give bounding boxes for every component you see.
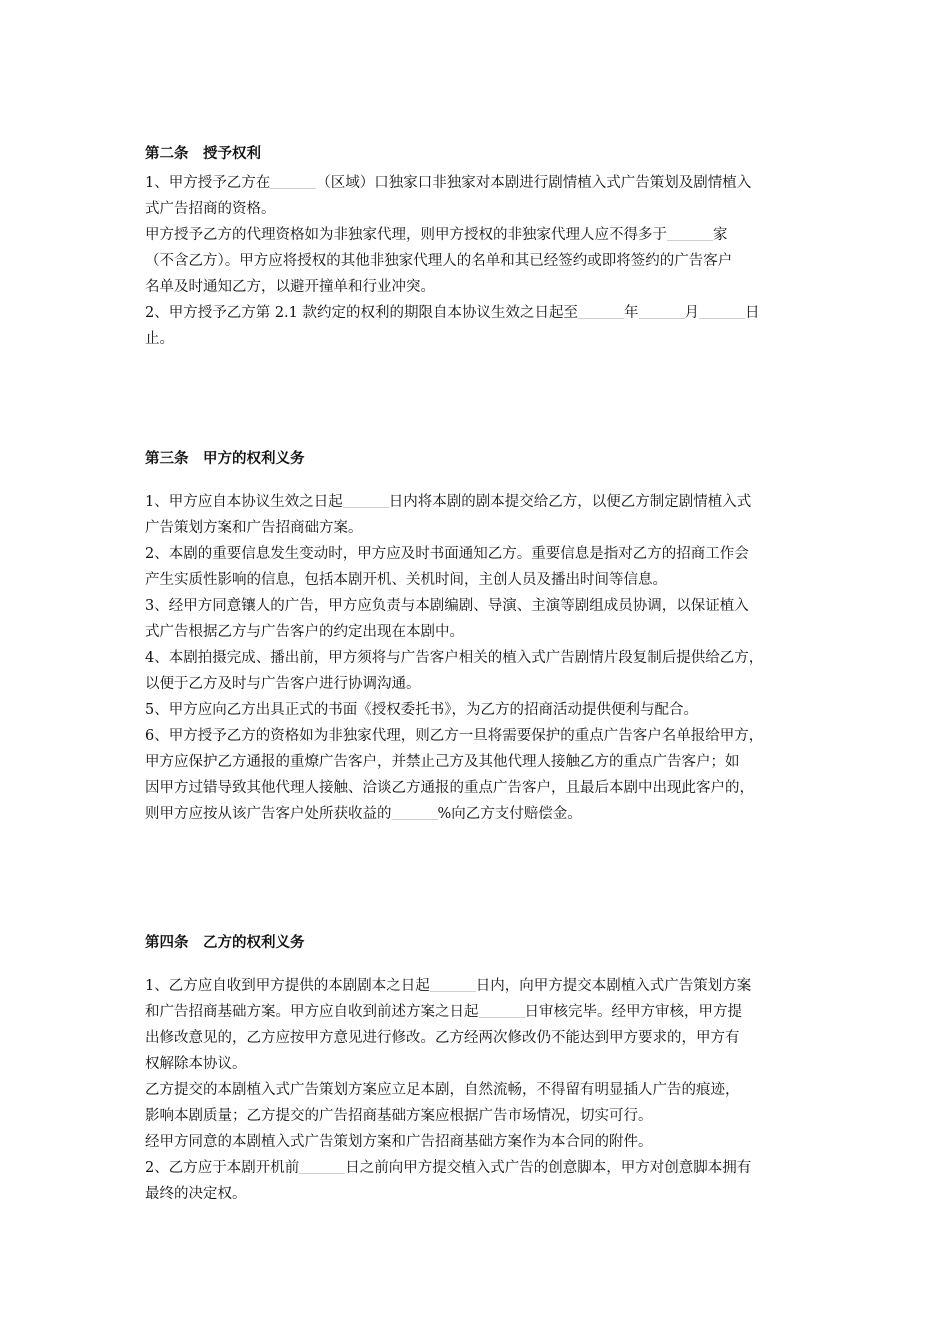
text-line [145, 619, 815, 645]
text-segment: 2、本剧的重要信息发生变动时，甲方应及时书面通知乙方。重要信息是指对乙方的招商工作会 [145, 546, 749, 562]
text-segment: 广告策划方案和广告招商础方案。 [145, 520, 363, 536]
section-3-party-a-rights-obligations [145, 449, 815, 827]
text-line [145, 775, 815, 801]
text-line [145, 1129, 815, 1155]
text-segment: 1、甲方应自本协议生效之日起 [145, 494, 343, 510]
text-line [145, 1103, 815, 1129]
text-segment: 2、甲方授予乙方第 2.1 款约定的权利的期限自本协议生效之日起至 [145, 305, 579, 321]
text-segment: 甲方应保护乙方通报的重燎广告客户，并禁止己方及其他代理人接触乙方的重点广告客户；如 [145, 754, 740, 770]
text-segment: 式广告招商的资格。 [145, 201, 276, 217]
text-line [145, 801, 815, 827]
section-4-party-b-rights-obligations [145, 933, 815, 1207]
text-segment: 产生实质性影响的信息，包括本剧开机、关机时间，主创人员及播出时间等信息。 [145, 572, 667, 588]
text-line [145, 1025, 815, 1051]
text-segment: 2、乙方应于本剧开机前 [145, 1160, 300, 1176]
text-segment: 止。 [145, 331, 174, 347]
text-segment: 日审核完毕。经甲方审核，甲方提 [524, 1004, 742, 1020]
text-line [145, 274, 815, 300]
text-segment: 因甲方过错导致其他代理人接触、洽谈乙方通报的重点广告客户，且最后本剧中出现此客户的， [145, 780, 754, 796]
text-segment: 6、甲方授予乙方的资格如为非独家代理，则乙方一旦将需要保护的重点广告客户名单报给甲方， [145, 728, 764, 744]
text-line [145, 973, 815, 999]
section-body [145, 973, 815, 1207]
fill-in-blank [343, 491, 389, 508]
text-segment: 3、经甲方同意镶人的广告，甲方应负责与本剧编剧、导演、主演等剧组成员协调，以保证植入 [145, 598, 749, 614]
text-line [145, 222, 815, 248]
text-line [145, 671, 815, 697]
fill-in-blank [270, 172, 316, 189]
text-line [145, 1181, 815, 1207]
text-segment: 日之前向甲方提交植入式广告的创意脚本，甲方对创意脚本拥有 [345, 1160, 752, 1176]
text-line [145, 248, 815, 274]
text-line [145, 999, 815, 1025]
text-line [145, 593, 815, 619]
fill-in-blank [667, 224, 713, 241]
text-segment: 日内，向甲方提交本剧植入式广告策划方案 [475, 978, 752, 994]
text-line [145, 170, 815, 196]
fill-in-blank [639, 302, 685, 319]
text-segment: （区域）口独家口非独家对本剧进行剧情植入式广告策划及剧情植入 [316, 175, 752, 191]
text-segment: 日 [745, 305, 760, 321]
text-line [145, 723, 815, 749]
text-segment: （不含乙方）。甲方应将授权的其他非独家代理人的名单和其已经签约或即将签约的广告客户 [145, 253, 733, 269]
text-line [145, 300, 815, 326]
text-line [145, 749, 815, 775]
text-segment: 日内将本剧的剧本提交给乙方，以便乙方制定剧情植入式 [388, 494, 752, 510]
text-segment: 名单及时通知乙方，以避开撞单和行业冲突。 [145, 279, 435, 295]
text-line [145, 489, 815, 515]
text-segment: 年 [624, 305, 639, 321]
text-line [145, 697, 815, 723]
text-segment: 家 [713, 227, 728, 243]
fill-in-blank [299, 1157, 345, 1174]
text-line [145, 326, 815, 352]
section-body [145, 489, 815, 827]
text-line [145, 1077, 815, 1103]
section-heading: 第四条 乙方的权利义务 [145, 935, 305, 951]
fill-in-blank [430, 975, 476, 992]
text-segment: 经甲方同意的本剧植入式广告策划方案和广告招商基础方案作为本合同的附件。 [145, 1134, 653, 1150]
text-segment: 权解除本协议。 [145, 1056, 247, 1072]
text-segment: 最终的决定权。 [145, 1186, 247, 1202]
text-line [145, 541, 815, 567]
text-segment: 1、甲方授予乙方在 [145, 175, 271, 191]
text-segment: 乙方提交的本剧植入式广告策划方案应立足本剧，自然流畅，不得留有明显插人广告的痕迹， [145, 1082, 740, 1098]
text-segment: 4、本剧拍摄完成、播出前，甲方须将与广告客户相关的植入式广告剧情片段复制后提供给乙方， [145, 650, 764, 666]
text-segment: 式广告根据乙方与广告客户的约定出现在本剧中。 [145, 624, 464, 640]
text-segment: 月 [684, 305, 700, 321]
text-segment: 出修改意见的，乙方应按甲方意见进行修改。乙方经两次修改仍不能达到甲方要求的，甲方有 [145, 1030, 740, 1046]
section-body [145, 170, 815, 352]
text-segment: 1、乙方应自收到甲方提供的本剧剧本之日起 [145, 978, 430, 994]
text-line [145, 645, 815, 671]
fill-in-blank [479, 1001, 525, 1018]
text-segment: %向乙方支付赔偿金。 [437, 806, 582, 822]
fill-in-blank [578, 302, 624, 319]
text-line [145, 1051, 815, 1077]
fill-in-blank [699, 302, 745, 319]
text-segment: 甲方授予乙方的代理资格如为非独家代理，则甲方授权的非独家代理人应不得多于 [145, 227, 667, 243]
text-segment: 影响本剧质量；乙方提交的广告招商基础方案应根据广告市场情况，切实可行。 [145, 1108, 653, 1124]
text-segment: 和广告招商基础方案。甲方应自收到前述方案之日起 [145, 1004, 479, 1020]
text-line [145, 515, 815, 541]
text-segment: 以便于乙方及时与广告客户进行协调沟通。 [145, 676, 421, 692]
section-heading: 第三条 甲方的权利义务 [145, 451, 305, 467]
text-line [145, 567, 815, 593]
text-segment: 5、甲方应向乙方出具正式的书面《授权委托书》，为乙方的招商活动提供便利与配合。 [145, 702, 698, 718]
section-2-grant-of-rights [145, 144, 815, 352]
text-line [145, 1155, 815, 1181]
text-line [145, 196, 815, 222]
fill-in-blank [392, 803, 438, 820]
section-heading: 第二条 授予权利 [145, 146, 261, 162]
text-segment: 则甲方应按从该广告客户处所获收益的 [145, 806, 392, 822]
